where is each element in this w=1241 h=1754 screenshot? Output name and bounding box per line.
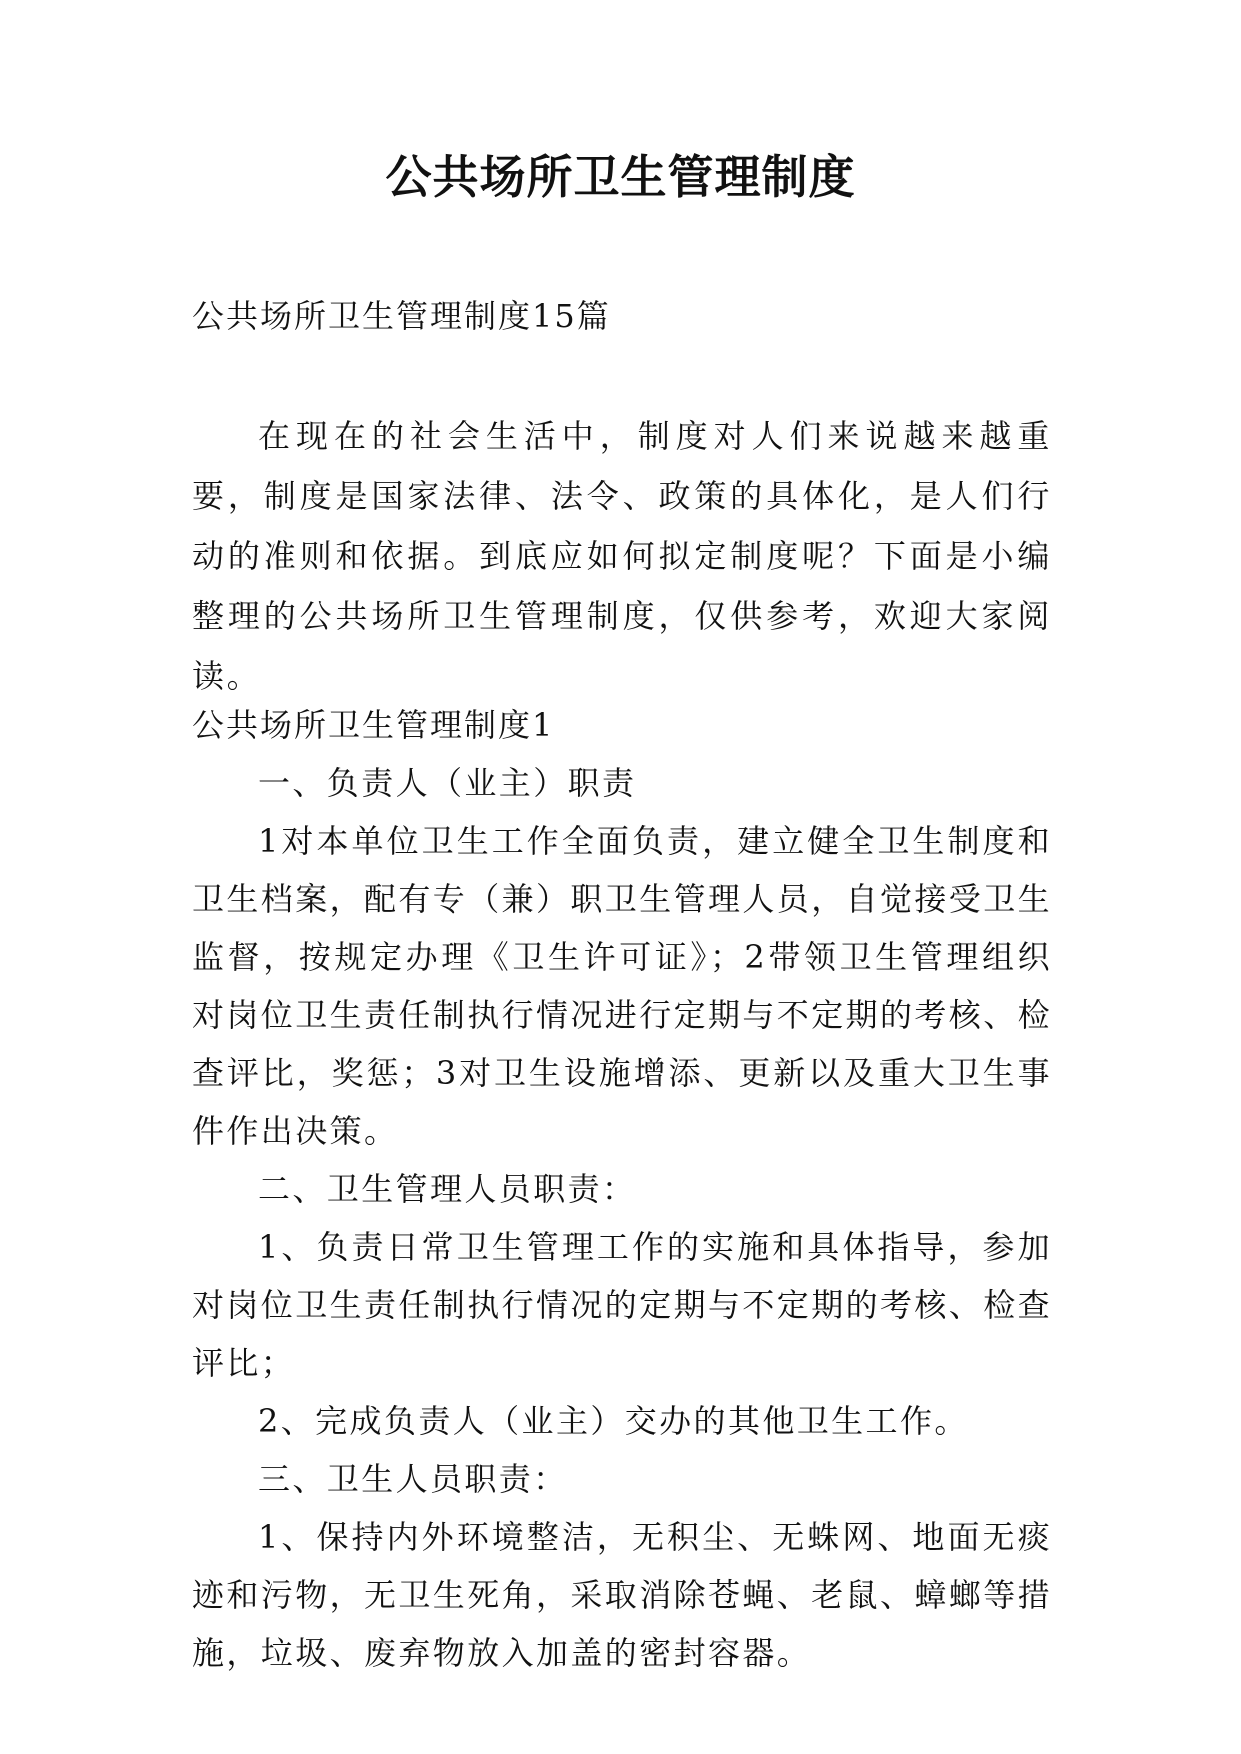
paragraph-text: 2、完成负责人（业主）交办的其他卫生工作。 bbox=[258, 1402, 969, 1440]
paragraph-heading-3: 三、卫生人员职责： bbox=[258, 1460, 568, 1498]
paragraph-heading-2: 二、卫生管理人员职责： bbox=[258, 1170, 637, 1208]
document-title: 公共场所卫生管理制度 bbox=[385, 150, 856, 204]
intro-paragraph: 在现在的社会生活中，制度对人们来说越来越重要，制度是国家法律、法令、政策的具体化，是人们行动的准则和依据。到底应如何拟定制度呢？下面是小编整理的公共场所卫生管理制度，仅供参考，欢迎大家阅读。 bbox=[192, 417, 1052, 695]
paragraph-text: 1、负责日常卫生管理工作的实施和具体指导，参加对岗位卫生责任制执行情况的定期与不定期的考核、检查评比； bbox=[192, 1228, 1053, 1382]
paragraph-text: 1对本单位卫生工作全面负责，建立健全卫生制度和卫生档案，配有专（兼）职卫生管理人员，自觉接受卫生监督，按规定办理《卫生许可证》；2带领卫生管理组织对岗位卫生责任制执行情况进行定期与不定期的考核、检查评比，奖惩；3对卫生设施增添、更新以及重大卫生事件作出决策。 bbox=[192, 822, 1053, 1150]
paragraph-text: 1、保持内外环境整洁，无积尘、无蛛网、地面无痰迹和污物，无卫生死角，采取消除苍蝇、老鼠、蟑螂等措施，垃圾、废弃物放入加盖的密封容器。 bbox=[192, 1518, 1053, 1672]
paragraph-heading-1: 一、负责人（业主）职责 bbox=[258, 764, 637, 802]
section-body bbox=[192, 696, 1052, 1682]
section-title: 公共场所卫生管理制度1 bbox=[192, 706, 555, 744]
document-subtitle: 公共场所卫生管理制度15篇 bbox=[192, 297, 611, 335]
